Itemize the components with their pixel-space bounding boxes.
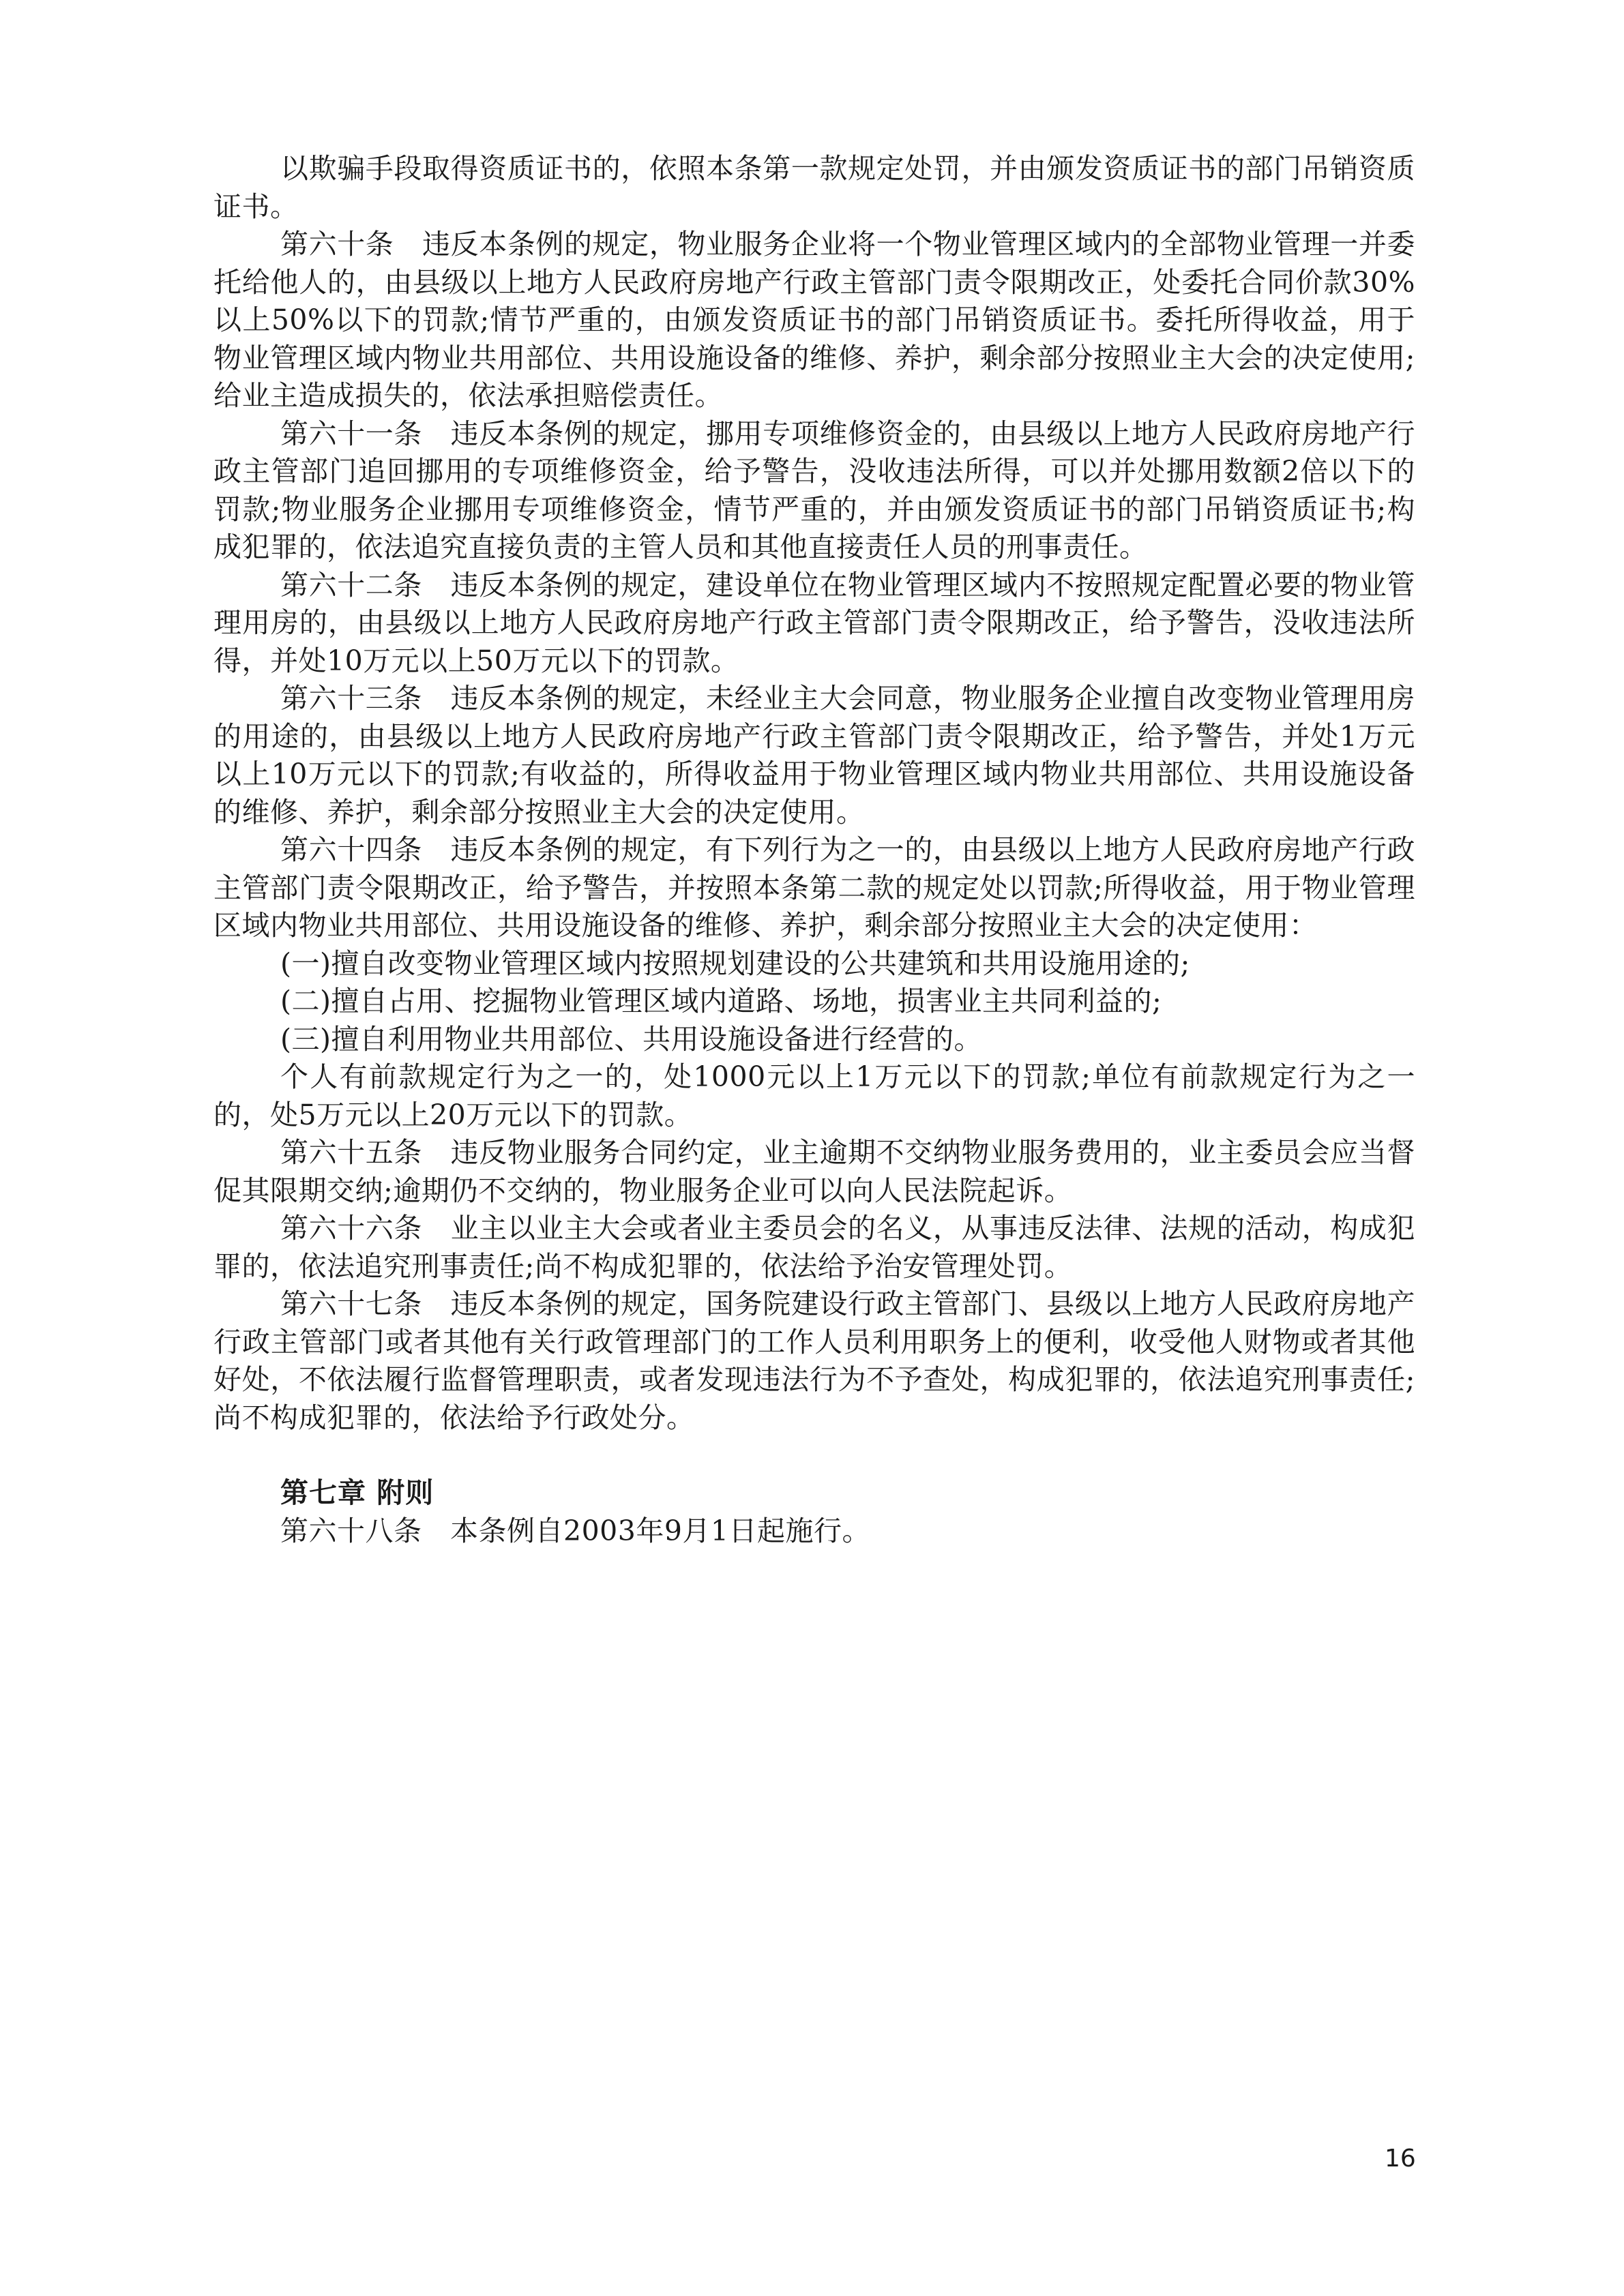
article-68: 第六十八条 本条例自2003年9月1日起施行。 <box>280 1514 871 1547</box>
article-65: 第六十五条 违反物业服务合同约定，业主逾期不交纳物业服务费用的，业主委员会应当督促其限期交纳;逾期仍不交纳的，物业服务企业可以向人民法院起诉。 <box>213 1136 1415 1207</box>
article-67: 第六十七条 违反本条例的规定，国务院建设行政主管部门、县级以上地方人民政府房地产行政主管部门或者其他有关行政管理部门的工作人员利用职务上的便利，收受他人财物或者其他好处，不依法履行监督管理职责，或者发现违法行为不予查处，构成犯罪的，依法追究刑事责任;尚不构成犯罪的，依法给予行政处分。 <box>213 1287 1415 1434</box>
article-64-fines: 个人有前款规定行为之一的，处1000元以上1万元以下的罚款;单位有前款规定行为之一的，处5万元以上20万元以下的罚款。 <box>213 1060 1415 1131</box>
page-number: 16 <box>1385 2145 1416 2173</box>
article-66: 第六十六条 业主以业主大会或者业主委员会的名义，从事违反法律、法规的活动，构成犯罪的，依法追究刑事责任;尚不构成犯罪的，依法给予治安管理处罚。 <box>213 1212 1415 1283</box>
chapter-title: 第七章 附则 <box>280 1476 434 1509</box>
document-body <box>213 150 1415 1550</box>
article-60: 第六十条 违反本条例的规定，物业服务企业将一个物业管理区域内的全部物业管理一并委托给他人的，由县级以上地方人民政府房地产行政主管部门责令限期改正，处委托合同价款30%以上50%以下的罚款;情节严重的，由颁发资质证书的部门吊销资质证书。委托所得收益，用于物业管理区域内物业共用部位、共用设施设备的维修、养护，剩余部分按照业主大会的决定使用;给业主造成损失的，依法承担赔偿责任。 <box>213 228 1415 412</box>
article-64-item-2: (二)擅自占用、挖掘物业管理区域内道路、场地，损害业主共同利益的; <box>280 985 1162 1017</box>
article-64: 第六十四条 违反本条例的规定，有下列行为之一的，由县级以上地方人民政府房地产行政主管部门责令限期改正，给予警告，并按照本条第二款的规定处以罚款;所得收益，用于物业管理区域内物业共用部位、共用设施设备的维修、养护，剩余部分按照业主大会的决定使用： <box>213 833 1415 942</box>
article-62: 第六十二条 违反本条例的规定，建设单位在物业管理区域内不按照规定配置必要的物业管理用房的，由县级以上地方人民政府房地产行政主管部门责令限期改正，给予警告，没收违法所得，并处10万元以上50万元以下的罚款。 <box>213 568 1415 677</box>
article-63: 第六十三条 违反本条例的规定，未经业主大会同意，物业服务企业擅自改变物业管理用房的用途的，由县级以上地方人民政府房地产行政主管部门责令限期改正，给予警告，并处1万元以上10万元以下的罚款;有收益的，所得收益用于物业管理区域内物业共用部位、共用设施设备的维修、养护，剩余部分按照业主大会的决定使用。 <box>213 682 1415 829</box>
article-64-item-3: (三)擅自利用物业共用部位、共用设施设备进行经营的。 <box>280 1022 982 1056</box>
article-64-item-1: (一)擅自改变物业管理区域内按照规划建设的公共建筑和共用设施用途的; <box>280 946 1190 980</box>
paragraph-penalty-fraud: 以欺骗手段取得资质证书的，依照本条第一款规定处罚，并由颁发资质证书的部门吊销资质证书。 <box>213 152 1415 223</box>
section-spacer <box>213 1437 1415 1474</box>
article-61: 第六十一条 违反本条例的规定，挪用专项维修资金的，由县级以上地方人民政府房地产行政主管部门追回挪用的专项维修资金，给予警告，没收违法所得，可以并处挪用数额2倍以下的罚款;物业服务企业挪用专项维修资金，情节严重的，并由颁发资质证书的部门吊销资质证书;构成犯罪的，依法追究直接负责的主管人员和其他直接责任人员的刑事责任。 <box>213 417 1415 563</box>
